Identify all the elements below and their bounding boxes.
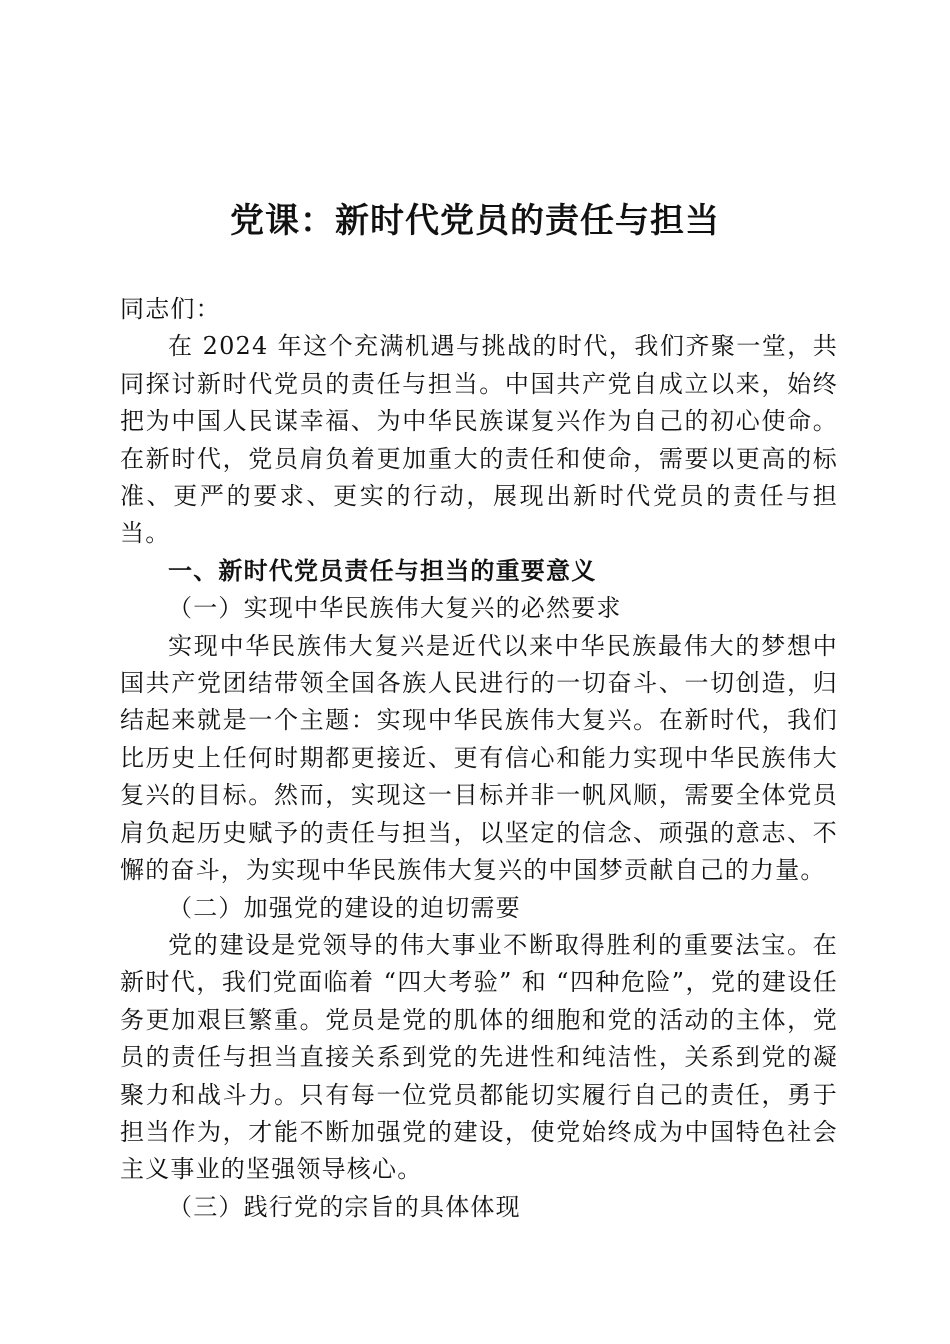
salutation: 同志们： [120, 295, 221, 323]
subsection-heading-1: （一）实现中华民族伟大复兴的必然要求 [168, 594, 622, 623]
document-body [120, 291, 838, 1226]
intro-paragraph: 在 2024 年这个充满机遇与挑战的时代，我们齐聚一堂，共同探讨新时代党员的责任与担当。中国共产党自成立以来，始终把为中国人民谋幸福、为中华民族谋复兴作为自己的初心使命。在新时代，党员肩负着更加重大的责任和使命，需要以更高的标准、更严的要求、更实的行动，展现出新时代党员的责任与担当。 [120, 332, 838, 548]
document-title: 党课：新时代党员的责任与担当 [230, 201, 720, 241]
subsection-paragraph-2: 党的建设是党领导的伟大事业不断取得胜利的重要法宝。在新时代，我们党面临着 “四大考验” 和 “四种危险”，党的建设任务更加艰巨繁重。党员是党的肌体的细胞和党的活动的主体，党员的责任与担当直接关系到党的先进性和纯洁性，关系到党的凝聚力和战斗力。只有每一位党员都能切实履行自己的责任，勇于担当作为，才能不断加强党的建设，使党始终成为中国特色社会主义事业的坚强领导核心。 [120, 930, 838, 1184]
section-heading-1: 一、新时代党员责任与担当的重要意义 [168, 556, 597, 585]
subsection-heading-2: （二）加强党的建设的迫切需要 [168, 893, 521, 922]
subsection-heading-3: （三）践行党的宗旨的具体体现 [168, 1192, 521, 1221]
subsection-paragraph-1: 实现中华民族伟大复兴是近代以来中华民族最伟大的梦想中国共产党团结带领全国各族人民进行的一切奋斗、一切创造，归结起来就是一个主题：实现中华民族伟大复兴。在新时代，我们比历史上任何时期都更接近、更有信心和能力实现中华民族伟大复兴的目标。然而，实现这一目标并非一帆风顺，需要全体党员肩负起历史赋予的责任与担当，以坚定的信念、顽强的意志、不懈的奋斗，为实现中华民族伟大复兴的中国梦贡献自己的力量。 [120, 631, 838, 885]
